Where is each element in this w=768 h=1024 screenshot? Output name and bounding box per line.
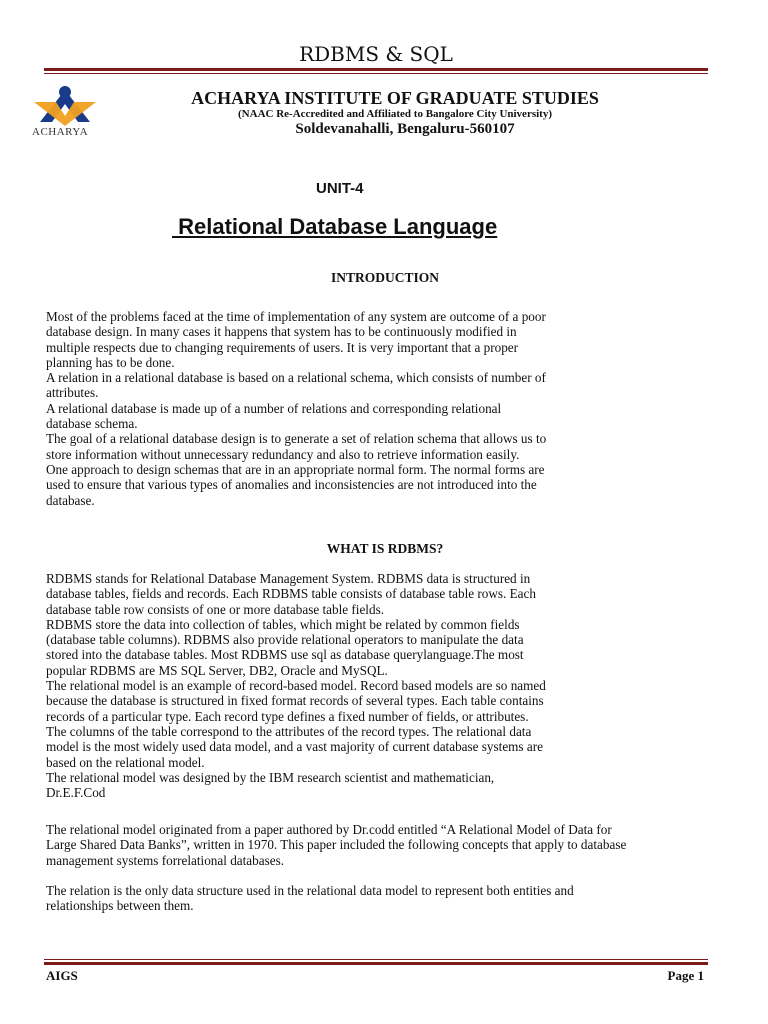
text-line: based on the relational model. — [46, 754, 205, 770]
text-line: stored into the database tables. Most RDBMS use sql as database querylanguage.The most — [46, 647, 524, 663]
page-number: Page 1 — [667, 968, 704, 983]
intro-heading: INTRODUCTION — [330, 270, 439, 285]
text-line: database schema. — [46, 416, 138, 432]
header-rule — [44, 68, 708, 71]
text-line: records of a particular type. Each record type defines a fixed number of fields, or attributes. — [46, 708, 529, 724]
text-line: database table row consists of one or more database table fields. — [46, 601, 384, 617]
text-line: A relation in a relational database is based on a relational schema, which consists of number of — [46, 370, 546, 386]
text-line: database design. In many cases it happens that system has to be continuously modified in — [46, 324, 517, 340]
text-line: popular RDBMS are MS SQL Server, DB2, Oracle and MySQL. — [46, 662, 388, 678]
origin-paragraph — [46, 822, 626, 868]
text-line: database tables, fields and records. Each RDBMS table consists of database table rows. Each — [46, 586, 536, 602]
institute-name: ACHARYA INSTITUTE OF GRADUATE STUDIES — [191, 88, 599, 108]
footer-rule-thin — [44, 959, 708, 960]
text-line: RDBMS stands for Relational Database Management System. RDBMS data is structured in — [46, 571, 531, 586]
institute-accreditation: (NAAC Re-Accredited and Affiliated to Bangalore City University) — [238, 108, 552, 120]
logo-text: ACHARYA — [32, 126, 89, 138]
text-line: store information without unnecessary redundancy and also to retrieve information easily. — [46, 446, 520, 462]
document-title: Relational Database Language — [172, 214, 498, 239]
intro-paragraph — [46, 309, 546, 508]
text-line: The relational model is an example of record-based model. Record based models are so named — [46, 678, 546, 694]
unit-label: UNIT-4 — [316, 180, 364, 197]
text-line: Most of the problems faced at the time of implementation of any system are outcome of a poor — [46, 309, 546, 324]
footer-rule — [44, 962, 708, 965]
text-line: planning has to be done. — [46, 354, 175, 370]
text-line: The relational model was designed by the IBM research scientist and mathematician, — [46, 769, 495, 785]
text-line: because the database is structured in fixed format records of several types. Each table contains — [46, 693, 544, 709]
text-line: database. — [46, 492, 95, 508]
text-line: The relation is the only data structure used in the relational data model to represent both entities and — [46, 883, 574, 898]
text-line: Large Shared Data Banks”, written in 1970. This paper included the following concepts that apply to database — [46, 837, 627, 853]
text-line: RDBMS store the data into collection of tables, which might be related by common fields — [46, 616, 520, 632]
text-line: A relational database is made up of a number of relations and corresponding relational — [46, 400, 502, 416]
institute-address: Soldevanahalli, Bengaluru-560107 — [295, 121, 515, 137]
text-line: multiple respects due to changing requirements of users. It is very important that a proper — [46, 339, 519, 355]
text-line: model is the most widely used data model, and a vast majority of current database systems are — [46, 739, 543, 755]
rdbms-paragraph — [46, 571, 546, 800]
relation-paragraph — [46, 883, 574, 914]
text-line: The relational model originated from a paper authored by Dr.codd entitled “A Relational Model of Data for — [46, 822, 612, 837]
text-line: (database table columns). RDBMS also provide relational operators to manipulate the data — [46, 632, 524, 648]
text-line: used to ensure that various types of anomalies and inconsistencies are not introduced into the — [46, 477, 537, 493]
text-line: attributes. — [46, 385, 99, 401]
text-line: The columns of the table correspond to the attributes of the record types. The relational data — [46, 723, 532, 739]
footer-institute: AIGS — [46, 968, 78, 983]
text-line: management systems forrelational databases. — [46, 852, 285, 868]
header-rule-thin — [44, 73, 708, 74]
rdbms-heading: WHAT IS RDBMS? — [326, 541, 444, 556]
running-header: RDBMS & SQL — [299, 42, 453, 66]
text-line: The goal of a relational database design is to generate a set of relation schema that allows us to — [46, 431, 547, 447]
text-line: relationships between them. — [46, 898, 194, 914]
text-line: One approach to design schemas that are in an appropriate normal form. The normal forms are — [46, 461, 545, 477]
text-line: Dr.E.F.Cod — [46, 785, 106, 801]
